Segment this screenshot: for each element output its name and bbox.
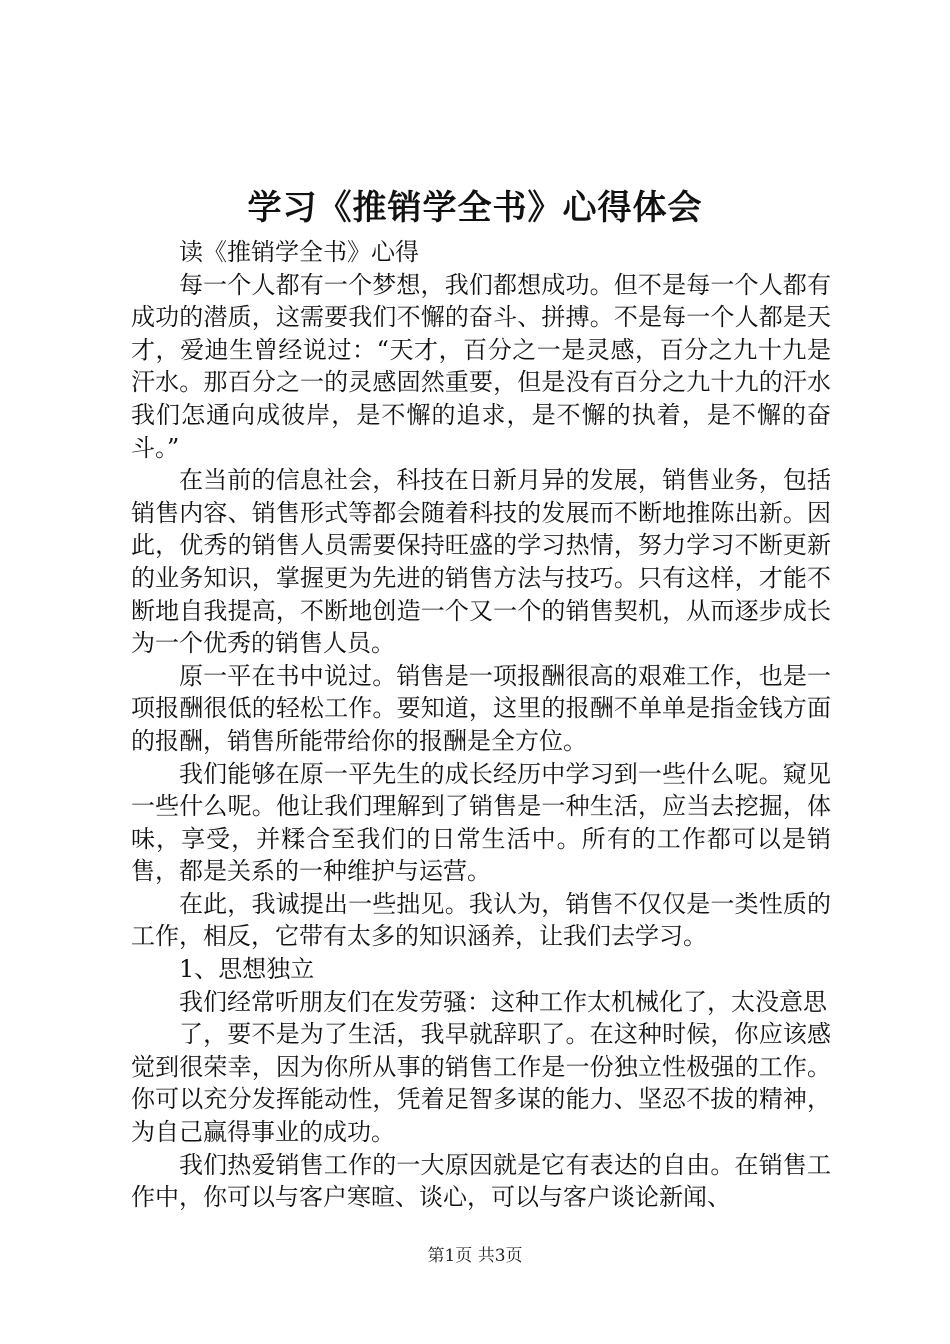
document-body — [131, 236, 831, 1214]
paragraph: 每一个人都有一个梦想，我们都想成功。但不是每一个人都有成功的潜质，这需要我们不懈的奋斗、拼搏。不是每一个人都是天才，爱迪生曾经说过：“天才，百分之一是灵感，百分之九十九是汗水。那百分之一的灵感固然重要，但是没有百分之九十九的汗水我们怎通向成彼岸，是不懈的追求，是不懈的执着，是不懈的奋斗。” — [131, 270, 831, 462]
paragraph: 了，要不是为了生活，我早就辞职了。在这种时候，你应该感觉到很荣幸，因为你所从事的销售工作是一份独立性极强的工作。你可以充分发挥能动性，凭着足智多谋的能力、坚忍不拔的精神，为自己赢得事业的成功。 — [131, 1020, 831, 1147]
paragraph-subtitle: 读《推销学全书》心得 — [179, 238, 419, 266]
paragraph: 我们经常听朋友们在发劳骚：这种工作太机械化了，太没意思 — [179, 987, 827, 1016]
paragraph: 在此，我诚提出一些拙见。我认为，销售不仅仅是一类性质的工作，相反，它带有太多的知识涵养，让我们去学习。 — [131, 889, 831, 951]
section-heading: 1、思想独立 — [179, 955, 315, 984]
paragraph: 原一平在书中说过。销售是一项报酬很高的艰难工作，也是一项报酬很低的轻松工作。要知道，这里的报酬不单单是指金钱方面的报酬，销售所能带给你的报酬是全方位。 — [131, 661, 831, 755]
document-title: 学习《推销学全书》心得体会 — [247, 188, 703, 228]
paragraph: 我们热爱销售工作的一大原因就是它有表达的自由。在销售工作中，你可以与客户寒暄、谈心，可以与客户谈论新闻、 — [131, 1150, 831, 1212]
paragraph: 我们能够在原一平先生的成长经历中学习到一些什么呢。窥见一些什么呢。他让我们理解到了销售是一种生活，应当去挖掘，体味，享受，并糅合至我们的日常生活中。所有的工作都可以是销售，都是关系的一种维护与运营。 — [131, 759, 831, 886]
paragraph: 在当前的信息社会，科技在日新月异的发展，销售业务，包括销售内容、销售形式等都会随着科技的发展而不断地推陈出新。因此，优秀的销售人员需要保持旺盛的学习热情，努力学习不断更新的业务知识，掌握更为先进的销售方法与技巧。只有这样，才能不断地自我提高，不断地创造一个又一个的销售契机，从而逐步成长为一个优秀的销售人员。 — [131, 466, 831, 658]
page-footer: 第1页 共3页 — [427, 1246, 523, 1266]
